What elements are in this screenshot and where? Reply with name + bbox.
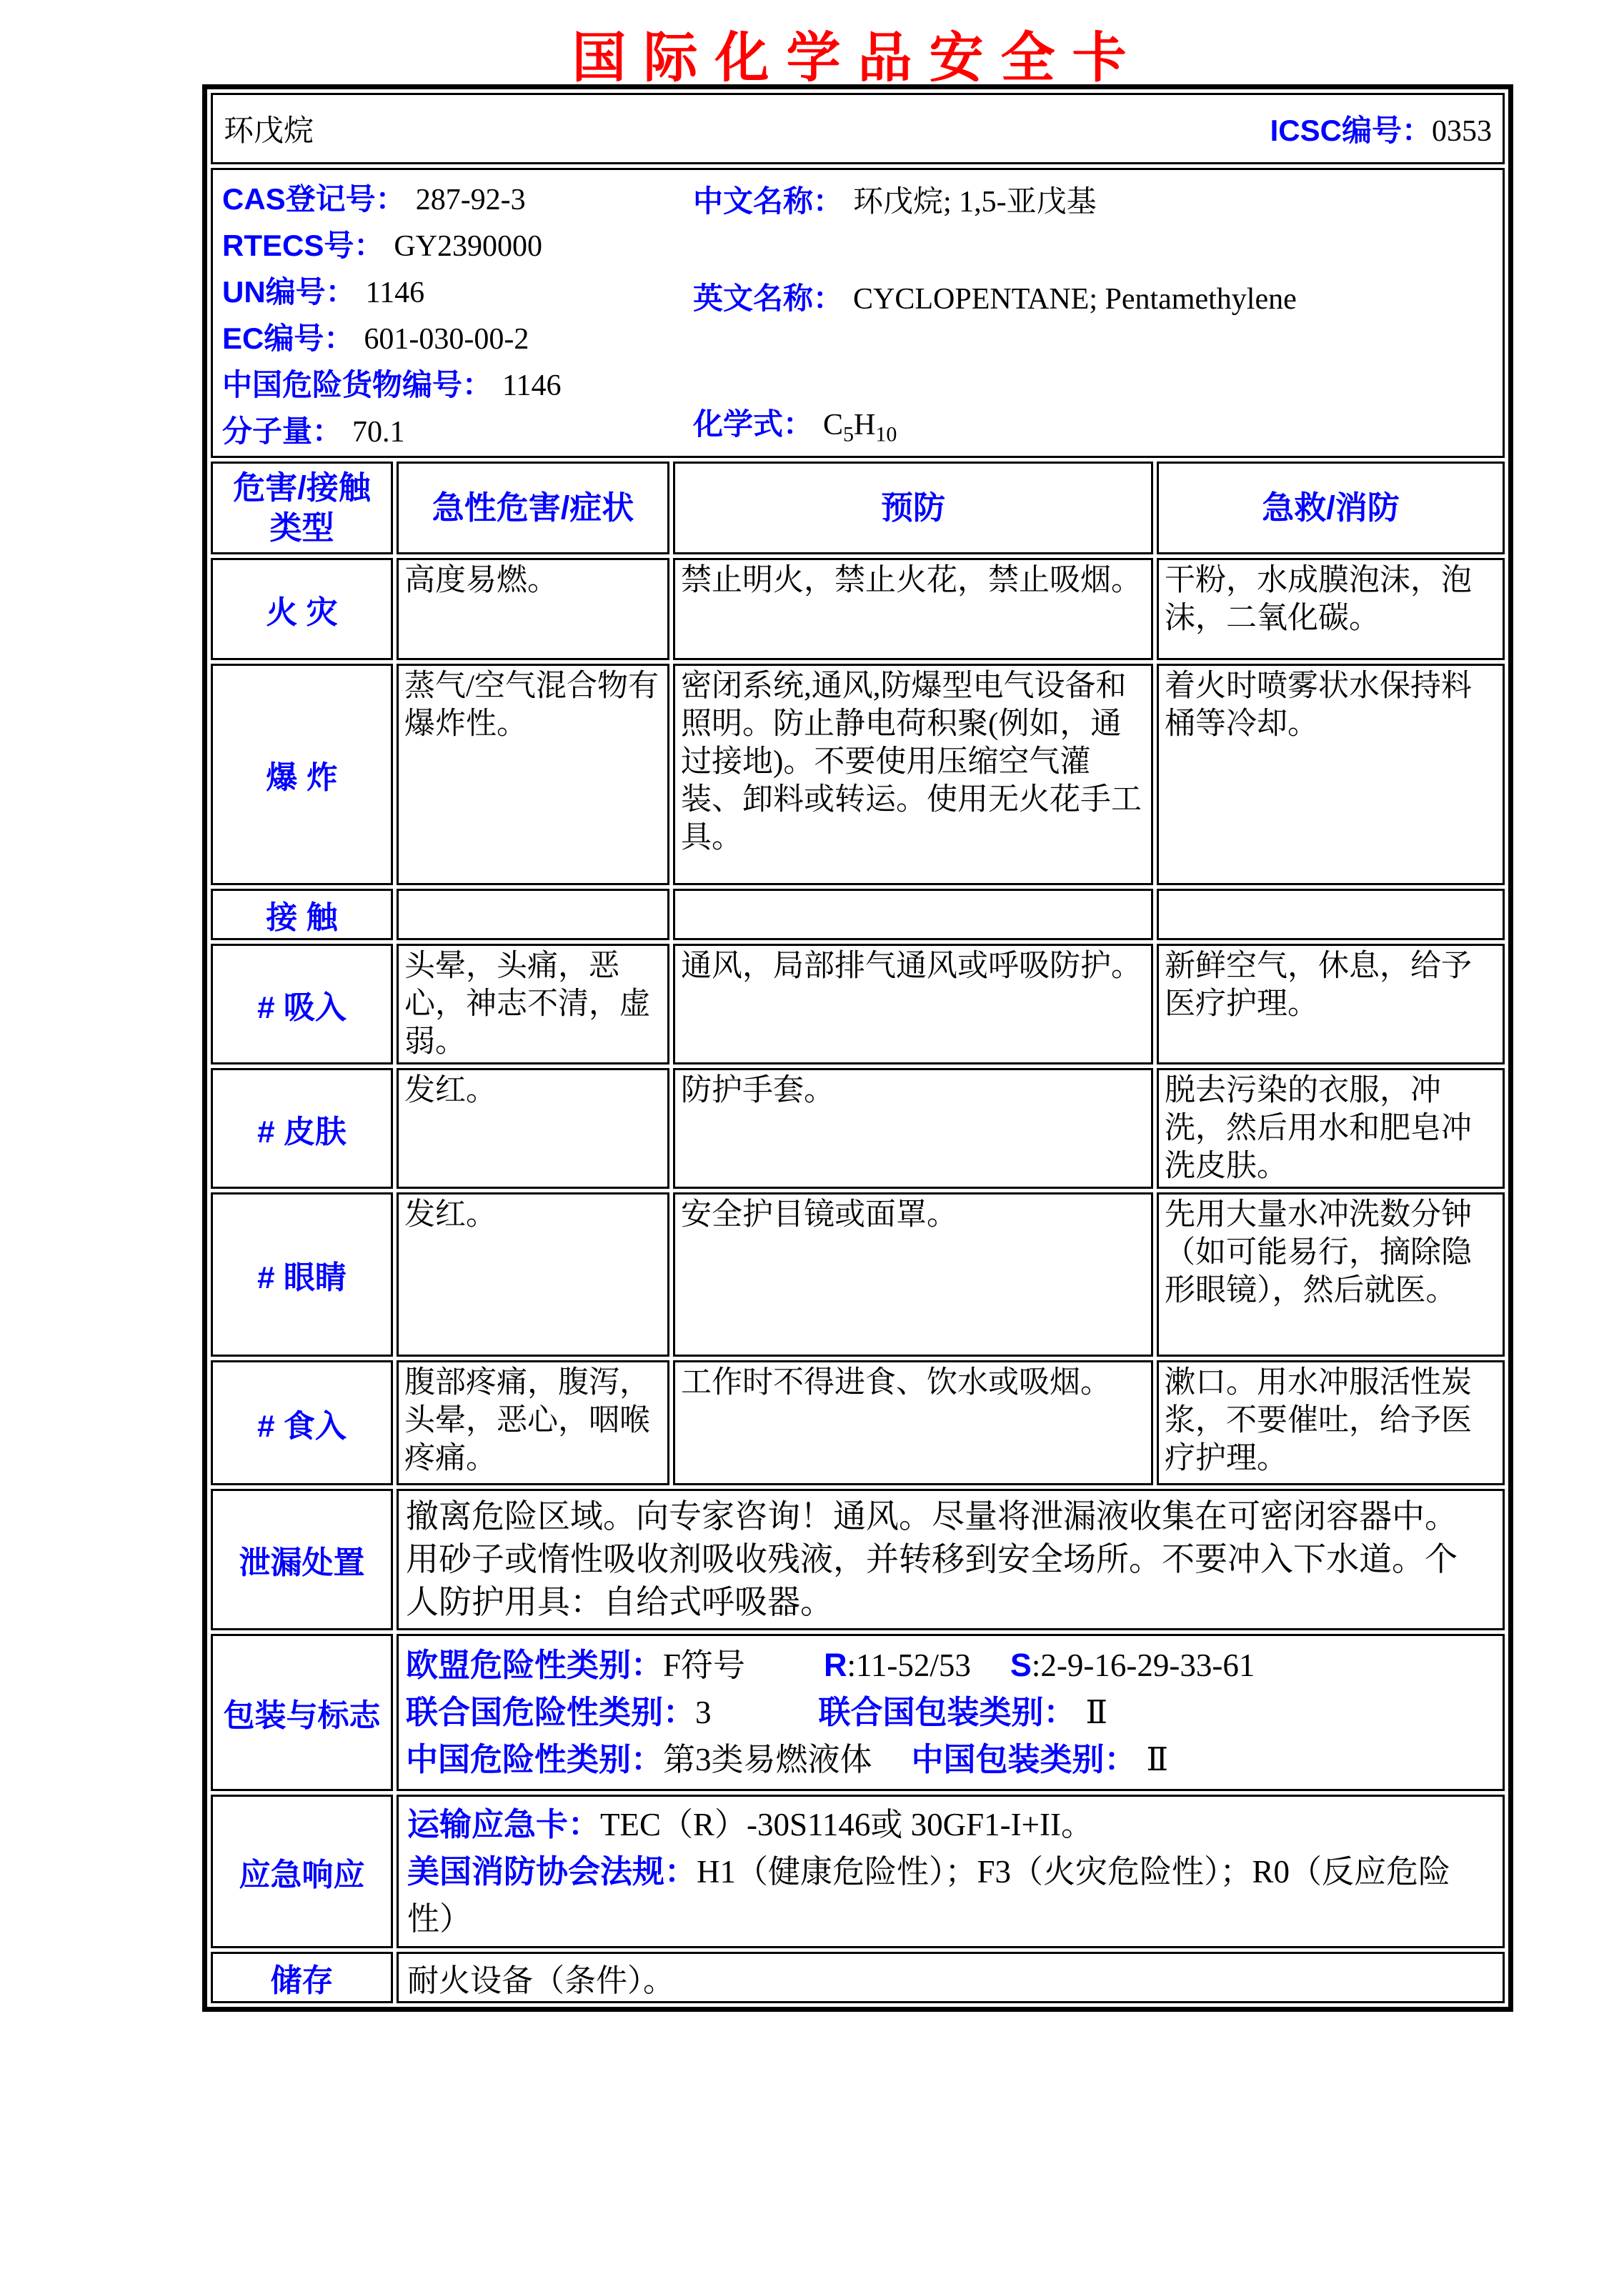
ec-value: 601-030-00-2 [364,323,529,356]
s-phrase-value: :2-9-16-29-33-61 [1031,1647,1255,1683]
chinese-name-label: 中文名称： [693,184,844,218]
fire-firstaid: 干粉，水成膜泡沫，泡沫，二氧化碳。 [1157,558,1505,660]
header-symptoms: 急性危害/症状 [397,462,669,554]
explosion-prevention: 密闭系统,通风,防爆型电气设备和照明。防止静电荷积聚(例如，通过接地)。不要使用压缩空气灌装、卸料或转运。使用无火花手工具。 [673,664,1153,885]
storage-row [211,1952,1505,2003]
emergency-response-row [211,1795,1505,1948]
contact-symptoms [397,889,669,940]
contact-prevention [673,889,1153,940]
fire-label: 火 灾 [211,558,393,660]
hazard-row-contact [211,889,1505,940]
r-phrase-label: R [824,1647,847,1683]
ingestion-symptoms: 腹部疼痛，腹泻，头晕，恶心，咽喉疼痛。 [397,1360,669,1485]
skin-symptoms: 发红。 [397,1068,669,1189]
storage-label: 储存 [211,1952,393,2003]
inhalation-firstaid: 新鲜空气，休息，给予医疗护理。 [1157,944,1505,1064]
spill-disposal-row [211,1489,1505,1630]
emergency-response-content [397,1795,1505,1948]
mol-weight-label: 分子量： [222,414,343,448]
hazard-row-eyes [211,1192,1505,1357]
english-name-value: CYCLOPENTANE; Pentamethylene [853,283,1297,316]
un-hazard-class-label: 联合国危险性类别： [406,1694,696,1730]
page-title: 国际化学品安全卡 [572,29,1144,89]
card-title-cell [211,93,1505,164]
hazard-table-header-row [211,462,1505,554]
un-label: UN编号： [222,275,356,309]
explosion-label: 爆 炸 [211,664,393,885]
china-dg-label: 中国危险货物编号： [222,368,493,402]
icsc-number-group [1270,107,1492,150]
cas-value: 287-92-3 [415,184,526,216]
hazard-row-explosion [211,664,1505,885]
cn-class-line [406,1736,1495,1783]
chinese-name-line [693,179,1097,225]
un-class-line [406,1689,1495,1736]
header-prevention: 预防 [673,462,1153,554]
skin-prevention: 防护手套。 [673,1068,1153,1189]
formula-label: 化学式： [693,407,814,441]
spill-disposal-text: 撤离危险区域。向专家咨询！通风。尽量将泄漏液收集在可密闭容器中。用砂子或惰性吸收剂吸收残液，并转移到安全场所。不要冲入下水道。个人防护用具：自给式呼吸器。 [397,1489,1505,1630]
nfpa-line [407,1848,1494,1943]
rtecs-value: GY2390000 [394,230,543,263]
explosion-firstaid: 着火时喷雾状水保持料桶等冷却。 [1157,664,1505,885]
eu-hazard-class-value: F符号 [663,1647,746,1683]
nfpa-label: 美国消防协会法规： [407,1852,697,1890]
hazard-row-skin [211,1068,1505,1189]
ingestion-label: # 食入 [211,1360,393,1485]
icsc-number-label: ICSC编号： [1270,114,1432,147]
storage-text: 耐火设备（条件）。 [397,1952,1505,2003]
eyes-prevention: 安全护目镜或面罩。 [673,1192,1153,1357]
chinese-name-value: 环戊烷; 1,5-亚戊基 [853,186,1097,219]
fire-prevention: 禁止明火，禁止火花，禁止吸烟。 [673,558,1153,660]
inhalation-symptoms: 头晕，头痛，恶心，神志不清，虚弱。 [397,944,669,1064]
packaging-label: 包装与标志 [211,1634,393,1791]
emergency-response-label: 应急响应 [211,1795,393,1948]
tremcard-label: 运输应急卡： [407,1805,601,1842]
english-name-line [693,276,1297,322]
contact-label: 接 触 [211,889,393,940]
explosion-symptoms: 蒸气/空气混合物有爆炸性。 [397,664,669,885]
chemical-formula: $C_5H_{10}$ [823,409,897,447]
ec-number-line [222,316,1502,362]
inhalation-prevention: 通风，局部排气通风或呼吸防护。 [673,944,1153,1064]
eyes-symptoms: 发红。 [397,1192,669,1357]
safety-card [202,84,1513,2012]
un-hazard-class-value: 3 [695,1695,712,1730]
mol-weight-value: 70.1 [352,416,405,449]
header-firstaid: 急救/消防 [1157,462,1505,554]
contact-firstaid [1157,889,1505,940]
tremcard-line [407,1801,1494,1848]
r-phrase-value: :11-52/53 [847,1647,971,1683]
cn-packing-group-label: 中国包装类别： [911,1741,1137,1777]
s-phrase-label: S [1010,1647,1032,1683]
tremcard-value: TEC（R）-30S1146或 30GF1-I+II。 [600,1806,1093,1842]
china-dg-value: 1146 [502,369,562,402]
packaging-row [211,1634,1505,1791]
un-packing-group-label: 联合国包装类别： [818,1694,1076,1730]
un-value: 1146 [365,276,425,309]
ingestion-prevention: 工作时不得进食、饮水或吸烟。 [673,1360,1153,1485]
eu-hazard-class-label: 欧盟危险性类别： [406,1647,664,1683]
identifiers-row [211,168,1505,458]
hazard-row-ingestion [211,1360,1505,1485]
rtecs-number-line [222,223,1502,269]
hazard-row-fire [211,558,1505,660]
skin-firstaid: 脱去污染的衣服，冲洗，然后用水和肥皂冲洗皮肤。 [1157,1068,1505,1189]
spill-disposal-label: 泄漏处置 [211,1489,393,1630]
fire-symptoms: 高度易燃。 [397,558,669,660]
cn-packing-group-value: Ⅱ [1146,1742,1169,1777]
page-header [202,14,1513,92]
cas-label: CAS登记号： [222,182,406,216]
cn-hazard-class-value: 第3类易燃液体 [663,1742,872,1777]
formula-line [693,402,897,457]
nfpa-value: H1（健康危险性）；F3（火灾危险性）；R0（反应危险性） [407,1853,1451,1937]
cn-hazard-class-label: 中国危险性类别： [406,1741,664,1777]
eu-hazard-class-line [406,1642,1495,1689]
skin-label: # 皮肤 [211,1068,393,1189]
inhalation-label: # 吸入 [211,944,393,1064]
eyes-label: # 眼睛 [211,1192,393,1357]
chemical-name: 环戊烷 [224,115,314,148]
packaging-content [397,1634,1505,1791]
ingestion-firstaid: 漱口。用水冲服活性炭浆，不要催吐，给予医疗护理。 [1157,1360,1505,1485]
un-packing-group-value: Ⅱ [1085,1695,1108,1730]
header-hazard-type: 危害/接触 类型 [211,462,393,554]
eyes-firstaid: 先用大量水冲洗数分钟（如可能易行，摘除隐形眼镜），然后就医。 [1157,1192,1505,1357]
ec-label: EC编号： [222,321,354,355]
safety-card-table [202,84,1513,2012]
hazard-row-inhalation [211,944,1505,1064]
icsc-number-value: 0353 [1432,115,1492,148]
card-title-row [211,93,1505,164]
identifiers-cell [211,168,1505,458]
english-name-label: 英文名称： [693,281,844,315]
rtecs-label: RTECS号： [222,229,384,262]
